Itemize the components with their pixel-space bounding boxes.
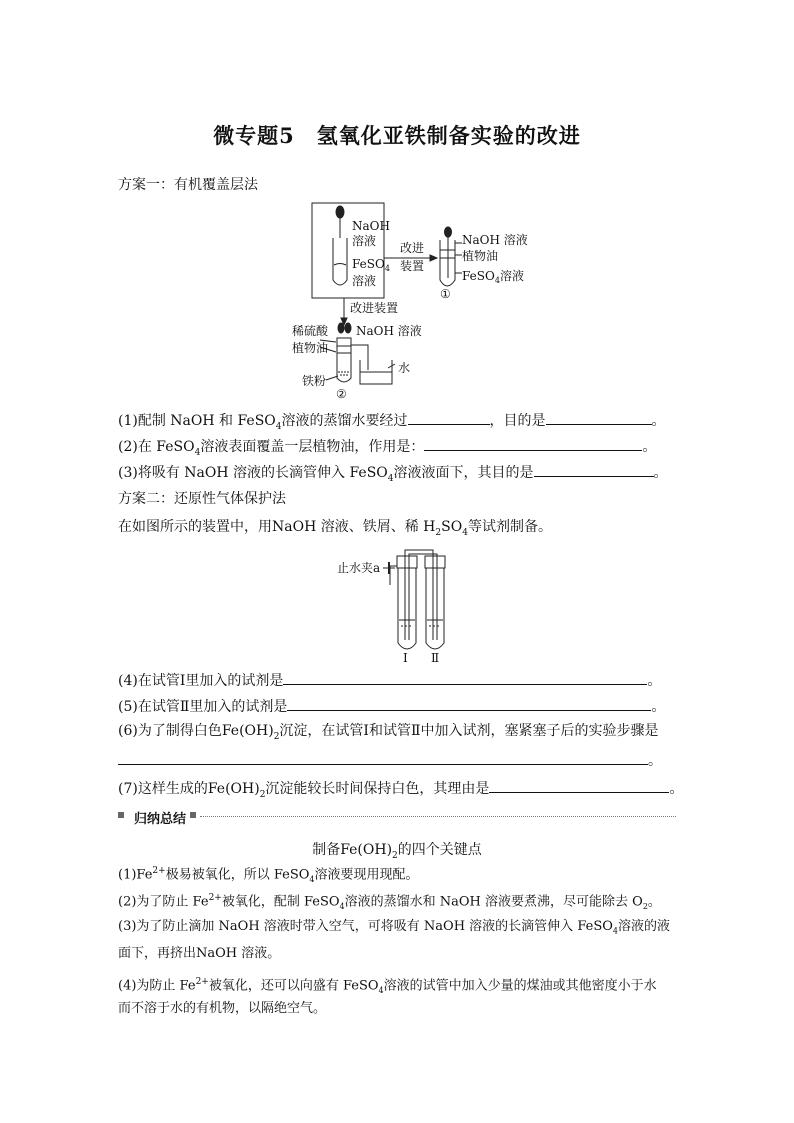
fig1-improve-device-label: 改进装置 xyxy=(350,301,399,315)
fig2-tube-2-label: Ⅱ xyxy=(431,651,440,665)
question-4: (4)在试管Ⅰ里加入的试剂是 。 xyxy=(118,670,661,690)
answer-blank-6[interactable] xyxy=(118,750,648,765)
summary-point-1: $(1)Fe^{2+}$极易被氧化，所以 FeSO$_4$溶液要现用现配。 xyxy=(118,866,419,884)
fig1-solution-label: 溶液 xyxy=(352,234,377,248)
answer-blank-1a[interactable] xyxy=(408,410,490,425)
answer-blank-1b[interactable] xyxy=(546,410,652,425)
answer-blank-7[interactable] xyxy=(489,778,669,793)
answer-blank-4[interactable] xyxy=(283,670,647,685)
scheme1-heading: 方案一：有机覆盖层法 xyxy=(118,177,258,193)
summary-divider xyxy=(200,816,676,817)
question-6-continued: 。 xyxy=(118,750,662,770)
answer-blank-2[interactable] xyxy=(424,436,642,451)
fig1-water-label: 水 xyxy=(398,361,411,375)
summary-point-3: (3)为了防止滴加 NaOH 溶液时带入空气，可将吸有 NaOH 溶液的长滴管伸入 FeSO$_4$溶液的液 xyxy=(118,919,670,936)
page-title: 微专题5 氢氧化亚铁制备实验的改进 xyxy=(213,123,581,148)
summary-point-2: (2)为了防止 $Fe^{2+}$被氧化，配制 FeSO$_4$溶液的蒸馏水和 NaOH 溶液要煮沸，尽可能除去 $O_2$。 xyxy=(118,893,661,911)
fig1-circle-2: ② xyxy=(336,387,347,401)
fig1-tube1-feso4-label: FeSO$_4$溶液 xyxy=(462,269,524,285)
fig1-naoh-label: NaOH xyxy=(352,219,390,233)
fig1-tube1-oil-label: 植物油 xyxy=(462,249,499,263)
fig1-device-label: 装置 xyxy=(400,259,425,273)
question-6: (6)为了制得白色$Fe(OH)_2$沉淀，在试管Ⅰ和试管Ⅱ中加入试剂，塞紧塞子后的实验步骤是 xyxy=(118,723,659,742)
summary-marker-icon xyxy=(118,812,124,818)
answer-blank-3[interactable] xyxy=(534,462,654,477)
fig1-oil2-label: 植物油 xyxy=(292,341,329,355)
fig2-clamp-label: 止水夹a xyxy=(337,561,381,575)
fig1-circle-1: ① xyxy=(440,287,451,301)
question-3: (3)将吸有 NaOH 溶液的长滴管伸入 FeSO$_4$溶液液面下，其目的是 。 xyxy=(118,462,668,488)
fig1-feso4-label: FeSO$_4$ xyxy=(352,257,390,273)
fig1-iron-label: 铁粉 xyxy=(302,374,327,388)
question-7: (7)这样生成的$Fe(OH)_2$沉淀能较长时间保持白色，其理由是 。 xyxy=(118,778,683,804)
scheme2-apparatus-figure xyxy=(0,540,794,670)
summary-point-3-continued: 面下，再挤出NaOH 溶液。 xyxy=(118,946,281,961)
question-1: (1)配制 NaOH 和 FeSO$_4$溶液的蒸馏水要经过 ，目的是 。 xyxy=(118,410,666,436)
summary-label: 归纳总结 xyxy=(134,812,187,827)
fig1-naoh2-label: NaOH 溶液 xyxy=(356,324,422,338)
question-5: (5)在试管Ⅱ里加入的试剂是 。 xyxy=(118,696,665,716)
summary-section-header xyxy=(118,808,676,827)
fig1-tube1-naoh-label: NaOH 溶液 xyxy=(462,233,528,247)
question-2: (2)在 FeSO$_4$溶液表面覆盖一层植物油，作用是： 。 xyxy=(118,436,656,462)
scheme2-heading: 方案二：还原性气体保护法 xyxy=(118,491,286,507)
summary-title: 制备$Fe(OH)_2$的四个关键点 xyxy=(312,842,482,861)
answer-blank-5[interactable] xyxy=(287,696,651,711)
fig1-improve-label: 改进 xyxy=(400,241,425,255)
fig1-acid-label: 稀硫酸 xyxy=(292,324,329,338)
summary-point-4: (4)为防止 $Fe^{2+}$被氧化，还可以向盛有 FeSO$_4$溶液的试管中加入少量的煤油或其他密度小于水 xyxy=(118,977,657,995)
fig1-solution-label-2: 溶液 xyxy=(352,274,377,288)
fig2-tube-1-label: Ⅰ xyxy=(403,651,408,665)
summary-marker-icon-2 xyxy=(190,812,196,818)
summary-point-4-continued: 而不溶于水的有机物，以隔绝空气。 xyxy=(118,1001,327,1016)
scheme2-intro: 在如图所示的装置中，用NaOH 溶液、铁屑、稀 $H_2SO_4$等试剂制备。 xyxy=(118,519,552,538)
scheme1-apparatus-figure xyxy=(0,0,794,420)
